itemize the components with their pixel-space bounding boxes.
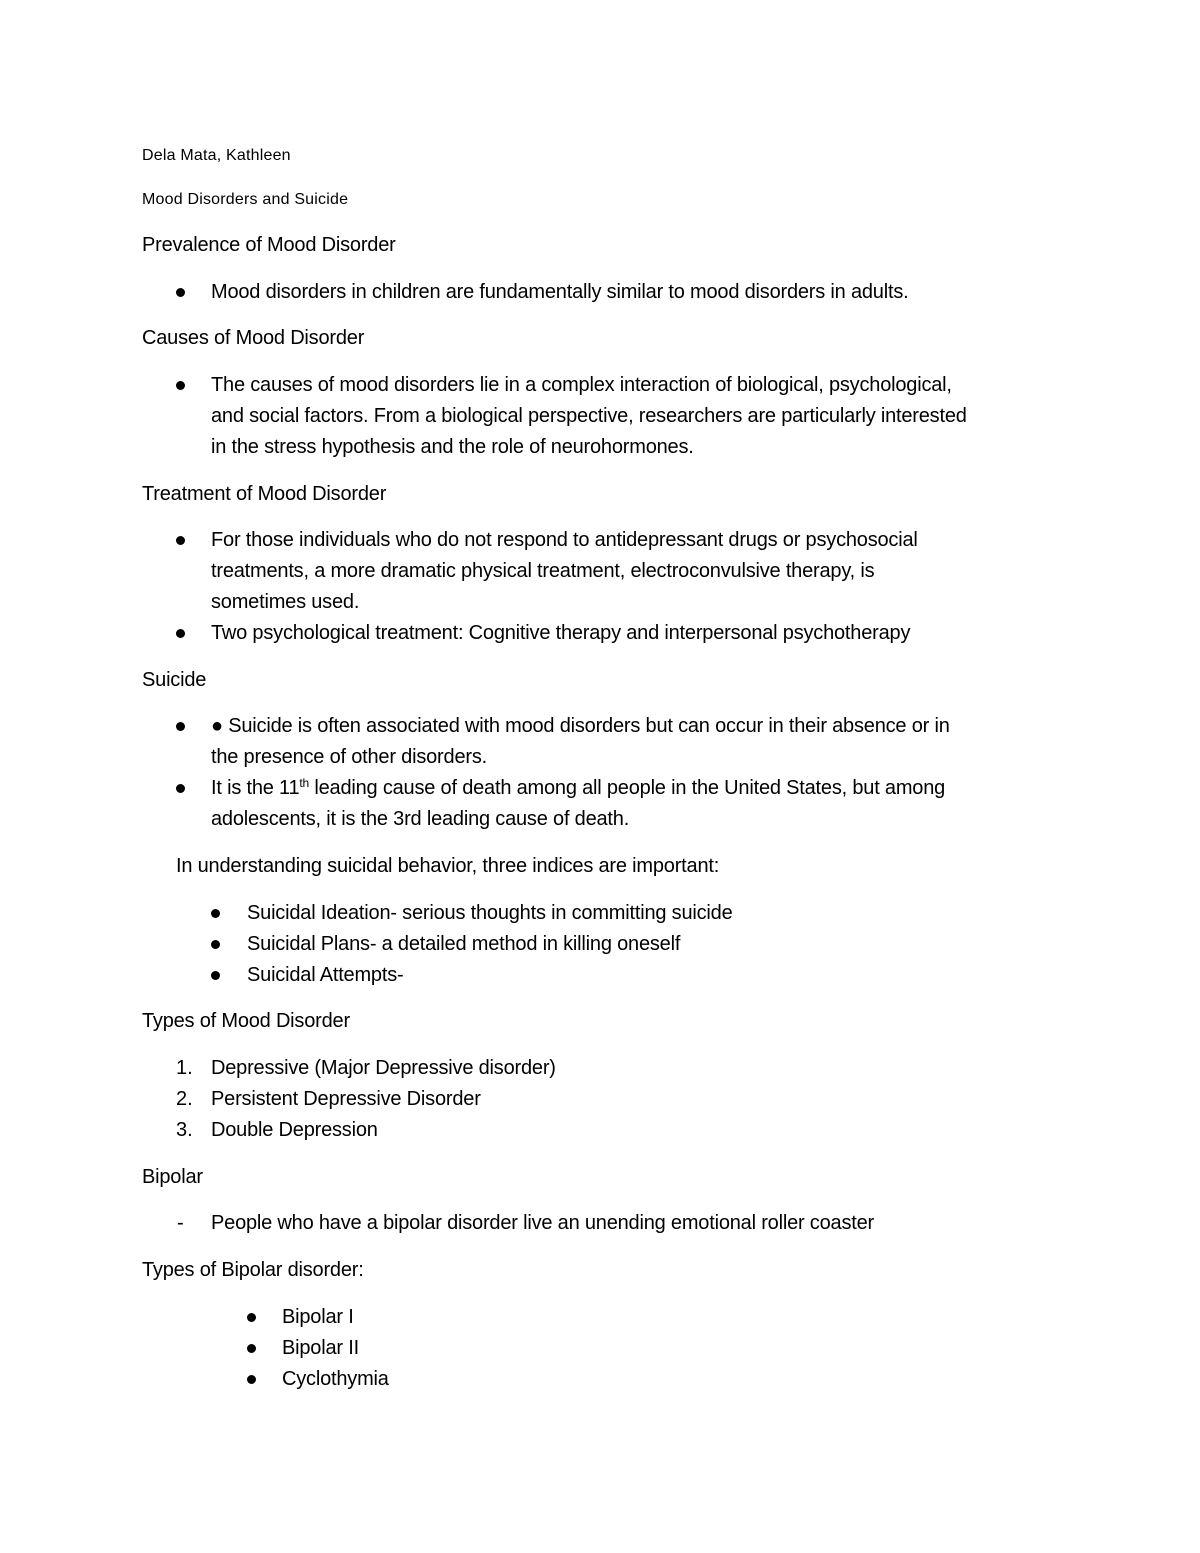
bipolar-type-item: Bipolar I <box>282 1306 354 1328</box>
treatment-bullet-line: For those individuals who do not respond to antidepressant drugs or psychosocial <box>211 529 918 551</box>
list-number: 2. <box>176 1088 193 1110</box>
list-number: 3. <box>176 1119 193 1141</box>
bipolar-type-item: Bipolar II <box>282 1337 359 1359</box>
suicide-bullet-2-pre: It is the 11 <box>211 777 300 799</box>
bullet-icon <box>247 1313 256 1322</box>
bullet-icon <box>176 722 185 731</box>
treatment-bullet-line: sometimes used. <box>211 591 360 613</box>
bullet-icon <box>176 381 185 390</box>
bullet-icon <box>176 288 185 297</box>
bullet-icon <box>211 940 220 949</box>
indices-intro: In understanding suicidal behavior, three indices are important: <box>176 855 720 877</box>
document-subject: Mood Disorders and Suicide <box>142 191 349 208</box>
index-item: Suicidal Ideation- serious thoughts in committing suicide <box>247 902 733 924</box>
index-item: Suicidal Plans- a detailed method in killing oneself <box>247 933 681 955</box>
heading-bipolar: Bipolar <box>142 1166 203 1188</box>
bullet-icon <box>176 784 185 793</box>
type-item: Double Depression <box>211 1119 378 1141</box>
heading-prevalence: Prevalence of Mood Disorder <box>142 234 396 256</box>
suicide-bullet-line: ● Suicide is often associated with mood disorders but can occur in their absence or in <box>211 715 950 737</box>
causes-bullet-line: and social factors. From a biological perspective, researchers are particularly interested <box>211 405 967 427</box>
treatment-bullet-line: treatments, a more dramatic physical treatment, electroconvulsive therapy, is <box>211 560 875 582</box>
prevalence-bullet: Mood disorders in children are fundamentally similar to mood disorders in adults. <box>211 281 909 303</box>
bullet-icon <box>211 971 220 980</box>
causes-bullet-line: The causes of mood disorders lie in a complex interaction of biological, psychological, <box>211 374 952 396</box>
bipolar-description: People who have a bipolar disorder live an unending emotional roller coaster <box>211 1212 874 1234</box>
bullet-icon <box>247 1344 256 1353</box>
heading-treatment: Treatment of Mood Disorder <box>142 483 387 505</box>
bullet-icon <box>211 909 220 918</box>
bullet-icon <box>176 629 185 638</box>
dash-marker: - <box>177 1212 184 1234</box>
bullet-icon <box>247 1375 256 1384</box>
suicide-bullet-2-line-2: adolescents, it is the 3rd leading cause of death. <box>211 808 630 830</box>
heading-types: Types of Mood Disorder <box>142 1010 350 1032</box>
bipolar-type-item: Cyclothymia <box>282 1368 389 1390</box>
bullet-icon <box>176 536 185 545</box>
treatment-bullet-2: Two psychological treatment: Cognitive therapy and interpersonal psychotherapy <box>211 622 911 644</box>
list-number: 1. <box>176 1057 193 1079</box>
heading-suicide: Suicide <box>142 669 207 691</box>
causes-bullet-line: in the stress hypothesis and the role of neurohormones. <box>211 436 694 458</box>
type-item: Persistent Depressive Disorder <box>211 1088 481 1110</box>
heading-bipolar-types: Types of Bipolar disorder: <box>142 1259 364 1281</box>
type-item: Depressive (Major Depressive disorder) <box>211 1057 556 1079</box>
author-name: Dela Mata, Kathleen <box>142 147 291 164</box>
suicide-bullet-line: the presence of other disorders. <box>211 746 487 768</box>
ordinal-superscript: th <box>299 776 310 790</box>
index-item: Suicidal Attempts- <box>247 964 404 986</box>
suicide-bullet-2-post: leading cause of death among all people in the United States, but among <box>309 777 946 799</box>
suicide-bullet-2 <box>211 778 945 798</box>
heading-causes: Causes of Mood Disorder <box>142 327 365 349</box>
